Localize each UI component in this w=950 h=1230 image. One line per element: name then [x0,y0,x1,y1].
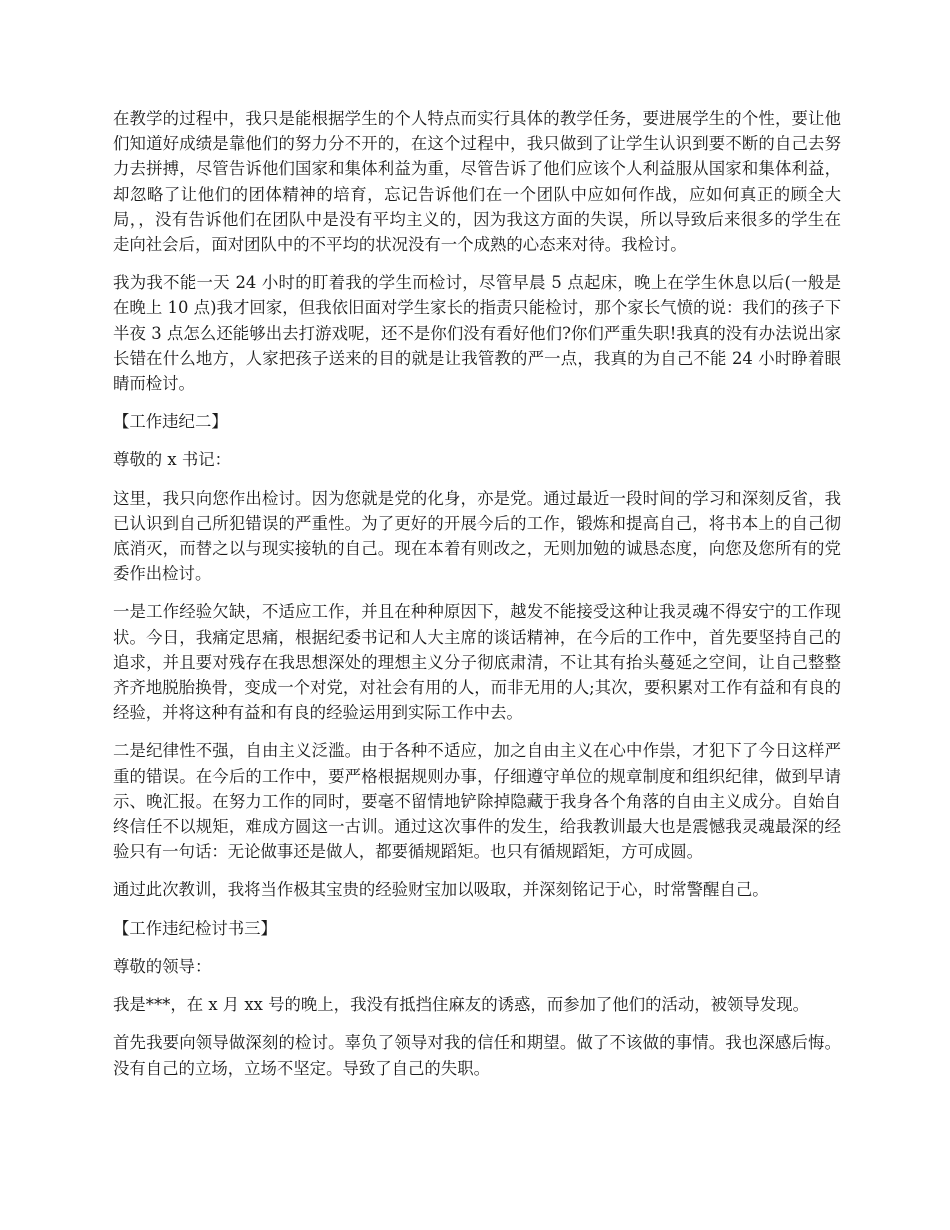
paragraph-24-hours: 我为我不能一天 24 小时的盯着我的学生而检讨，尽管早晨 5 点起床，晚上在学生休息以后(一般是在晚上 10 点)我才回家，但我依旧面对学生家长的指责只能检讨，那个家长气愤的说：我们的孩子下半夜 3 点怎么还能够出去打游戏呢，还不是你们没有看好他们?你们严重失职!我真的没有办法说出家长错在什么地方，人家把孩子送来的目的就是让我管教的严一点，我真的为自己不能 24 小时睁着眼睛而检讨。 [113,273,841,394]
document-body [113,106,841,1094]
paragraph-lesson: 通过此次教训，我将当作极其宝贵的经验财宝加以吸取，并深刻铭记于心，时常警醒自己。 [113,880,769,900]
section-heading-3: 【工作违纪检讨书三】 [113,918,277,938]
paragraph-incident: 我是***，在 x 月 xx 号的晚上，我没有抵挡住麻友的诱惑，而参加了他们的活动，被领导发现。 [113,995,809,1015]
salutation-secretary: 尊敬的 x 书记： [113,450,232,470]
section-heading-2: 【工作违纪二】 [113,412,228,432]
paragraph-teaching-process: 在教学的过程中，我只是能根据学生的个人特点而实行具体的教学任务，要进展学生的个性，要让他们知道好成绩是靠他们的努力分不开的，在这个过程中，我只做到了让学生认识到要不断的自己去努力去拼搏，尽管告诉他们国家和集体利益为重，尽管告诉了他们应该个人利益服从国家和集体利益，却忽略了让他们的团体精神的培育，忘记告诉他们在一个团队中应如何作战，应如何真正的顾全大局，，没有告诉他们在团队中是没有平均主义的，因为我这方面的失误，所以导致后来很多的学生在走向社会后，面对团队中的不平均的状况没有一个成熟的心态来对待。我检讨。 [113,109,841,255]
paragraph-self-review: 这里，我只向您作出检讨。因为您就是党的化身，亦是党。通过最近一段时间的学习和深刻反省，我已认识到自己所犯错误的严重性。为了更好的开展今后的工作，锻炼和提高自己，将书本上的自己彻底消灭，而替之以与现实接轨的自己。现在本着有则改之，无则加勉的诚恳态度，向您及您所有的党委作出检讨。 [113,488,841,584]
paragraph-point-one: 一是工作经验欠缺，不适应工作，并且在种种原因下，越发不能接受这种让我灵魂不得安宁的工作现状。今日，我痛定思痛，根据纪委书记和人大主席的谈话精神，在今后的工作中，首先要坚持自己的追求，并且要对残存在我思想深处的理想主义分子彻底肃清，不让其有抬头蔓延之空间，让自己整整齐齐地脱胎换骨，变成一个对党，对社会有用的人，而非无用的人;其次，要积累对工作有益和有良的经验，并将这种有益和有良的经验运用到实际工作中去。 [113,602,841,723]
paragraph-apology: 首先我要向领导做深刻的检讨。辜负了领导对我的信任和期望。做了不该做的事情。我也深感后悔。没有自己的立场，立场不坚定。导致了自己的失职。 [113,1033,841,1078]
salutation-leader: 尊敬的领导： [113,956,212,976]
paragraph-point-two: 二是纪律性不强，自由主义泛滥。由于各种不适应，加之自由主义在心中作祟，才犯下了今日这样严重的错误。在今后的工作中，要严格根据规则办事，仔细遵守单位的规章制度和组织纪律，做到早请示、晚汇报。在努力工作的同时，要毫不留情地铲除掉隐藏于我身各个角落的自由主义成分。自始自终信任不以规矩，难成方圆这一古训。通过这次事件的发生，给我教训最大也是震憾我灵魂最深的经验只有一句话：无论做事还是做人，都要循规蹈矩。也只有循规蹈矩，方可成圆。 [113,741,841,862]
